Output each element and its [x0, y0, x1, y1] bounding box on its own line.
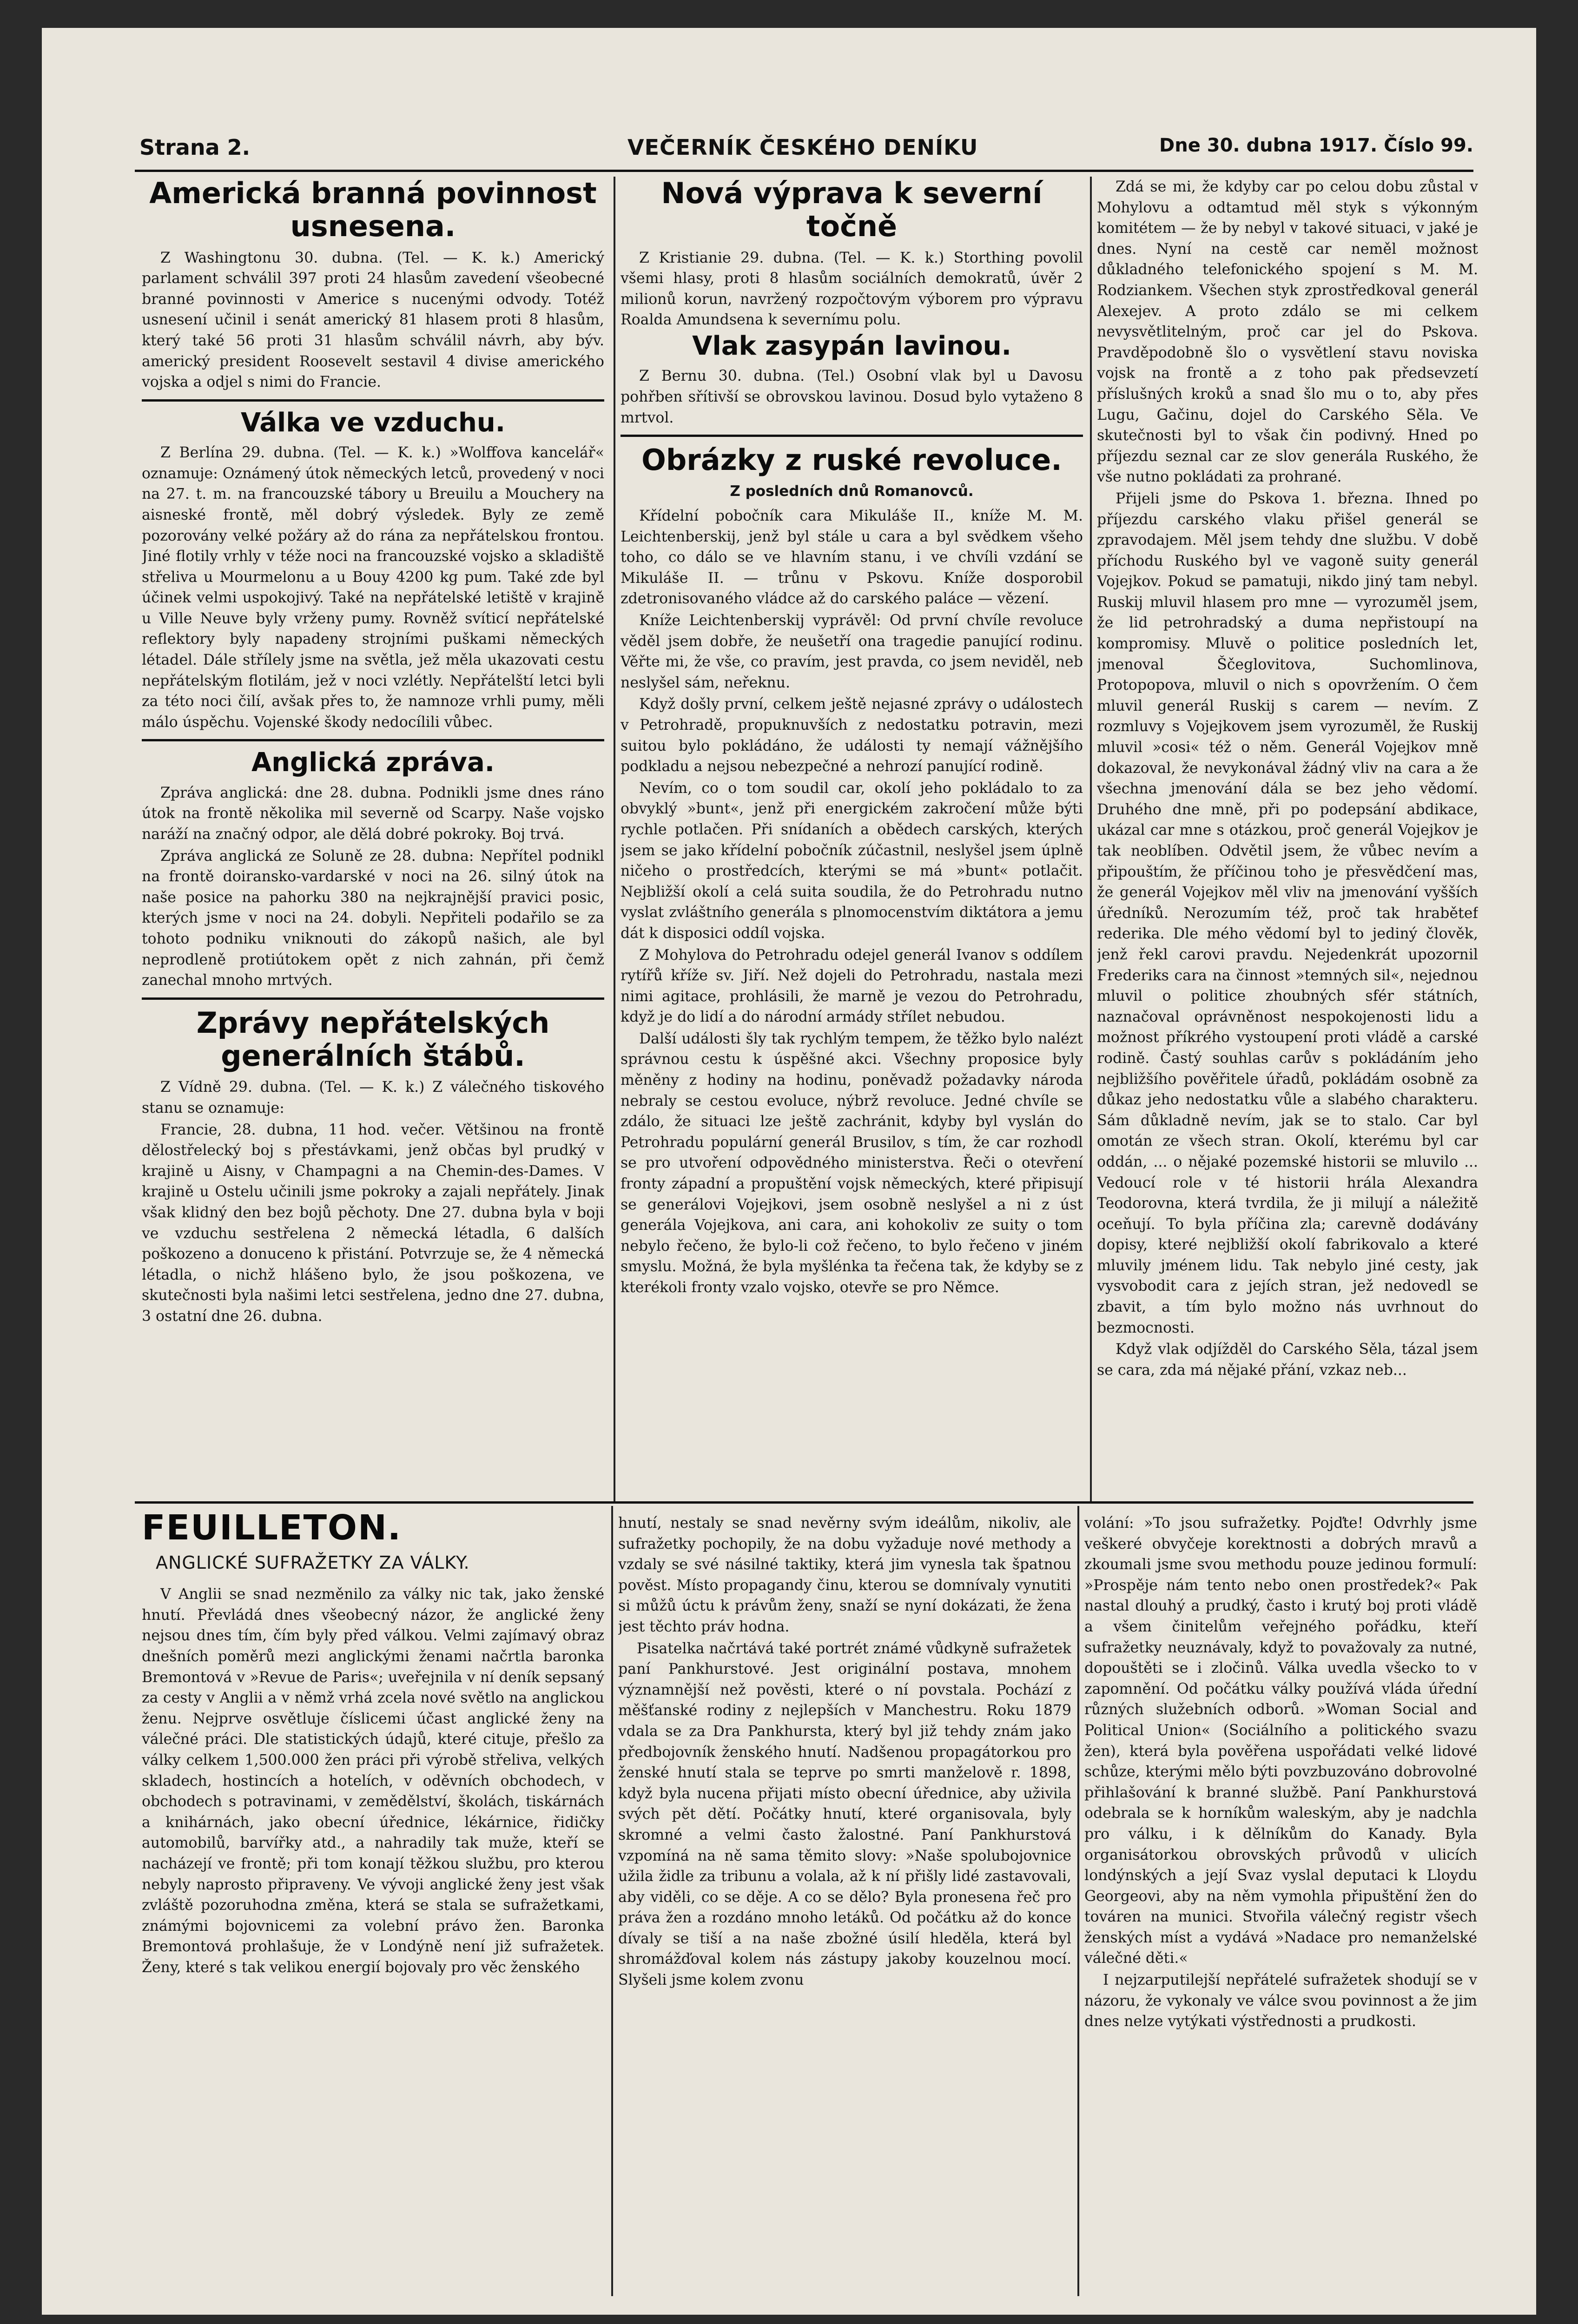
article-paragraph: Z Vídně 29. dubna. (Tel. — K. k.) Z válečného tiskového stanu se oznamuje:: [142, 1079, 604, 1116]
feuilleton-column-3: [1084, 1513, 1477, 2298]
article-paragraph: Kníže Leichtenberskij vyprávěl: Od první chvíle revoluce věděl jsem dobře, že neušetří ona tragedie panující rodinu. Věřte mi, že vše, co pravím, jest pravda, co jsem neviděl, neb neslyšel sám, neřeknu.: [621, 612, 1083, 691]
article-paragraph: Z Mohylova do Petrohradu odejel generál Ivanov s oddílem rytířů kříže sv. Jiří. Než dojeli do Petrohradu, nastala mezi nimi agitace, prohlásili, že marně je vezou do Petrohradu, když je do lidí a do národní armády střílet nebudou.: [621, 946, 1083, 1026]
article-separator: [142, 399, 604, 402]
column-left: [142, 177, 604, 1497]
article-paragraph: Zpráva anglická: dne 28. dubna. Podnikli jsme dnes ráno útok na frontě několika mil severně od Scarpy. Naše vojsko naráží na značný odpor, ale dělá dobré pokroky. Boj trvá.: [142, 784, 604, 843]
article-paragraph: volání: »To jsou sufražetky. Pojďte! Odvrhly jsme veškeré obvyčeje korektnosti a dobrých mravů a zkoumali jsme svou methodu pouze jedinou formulí: »Prospěje nám tento nebo onen prostředek?« Pak nastal dlouhý a prudký, často i krutý boj proti vládě a všem činitelům veřejného pořádku, kteří sufražetky neuznávaly, když to považovaly za nutné, dopouštěti se i zločinů. Válka uvedla všecko to v zapomnění. Od počátku války používá vláda úřední různých služebních odborů. »Woman Social and Political Union« (Sociálního a politického svazu žen), která byla pověřena uspořádati velké lidové schůze, kterými mělo býti povzbuzováno dobrovolné přihlašování k branné službě. Paní Pankhurstová odebrala se k horníkům waleským, aby je nadchla pro válku, i k dělníkům do Kanady. Byla organisátorkou obrovských průvodů v ulicích londýnských a její Svaz vyslal deputaci k Lloydu Georgeovi, aby na něm vymohla připuštění žen do továren na munici. Stvořila válečný registr všech ženských míst a vydává »Nadace pro nemanželské válečné děti.«: [1084, 1515, 1477, 1967]
page-header: [139, 125, 1473, 167]
column-right: [1097, 177, 1478, 1497]
feuilleton-column-2: [618, 1513, 1071, 2298]
column-middle: [621, 177, 1083, 1497]
article-paragraph: Když došly první, celkem ještě nejasné zprávy o událostech v Petrohradě, propuknuvších z nedostatku potravin, mezi suitou bylo pokládáno, že události ty nemají vážnějšího podkladu a nejsou nebezpečné a nehrozí panující rodině.: [621, 696, 1083, 775]
headline-air-war: Válka ve vzduchu.: [240, 407, 506, 438]
article-paragraph: I nejzarputilejší nepřátelé sufražetek shodují se v názoru, že vykonaly ve válce svou povinnost a že jim dnes nelze vytýkati výstřednosti a prudkosti.: [1084, 1972, 1477, 2030]
article-paragraph: Zpráva anglická ze Soluně ze 28. dubna: Nepřítel podnikl na frontě doiransko-vardarské v noci na 26. silný útok na naše posice na pahorku 380 na nejkrajnější pravici posic, kterých jsme v noci na 24. dobyli. Nepřiteli podařilo se za tohoto podniku vniknouti do zákopů našich, ale byl neprodleně protiútokem opět z nich zahnán, při čemž zanechal mnoho mrtvých.: [142, 847, 604, 989]
article-paragraph: V Anglii se snad nezměnilo za války nic tak, jako ženské hnutí. Převládá dnes všeobecný názor, že anglické ženy nejsou dnes tím, čím byly před válkou. Velmi zajímavý obraz dnešních poměrů mezi anglickými ženami načrtla baronka Bremontová v »Revue de Paris«; uveřejnila v ní deník sepsaný za cesty v Anglii a v němž vrhá zcela nové světlo na anglickou ženu. Nejprve osvětluje číslicemi účast anglické ženy na válečné práci. Dle statistických údajů, které cituje, přešlo za války celkem 1,500.000 žen práci při výrobě střeliva, velkých skladech, hostincích a hotelích, v oděvních obchodech, v obchodech s potravinami, v zemědělství, školách, tiskárnách a knihárnách, jako obecní úřednice, lékárnice, řidičky automobilů, barvířky atd., a nahradily tak muže, kteří se nacházejí ve frontě; při tom konají těžkou službu, pro kterou nebyly naprosto připraveny. Ve vývoji anglické ženy jest však zvláště pozoruhodna změna, která se stala se sufražetkami, známými bojovnicemi za volební právo žen. Baronka Bremontová prohlašuje, že v Londýně není již sufražetek. Ženy, které s tak velikou energií bojovaly pro věc ženského: [142, 1586, 604, 1976]
article-separator: [142, 739, 604, 741]
feuilleton-title: ANGLICKÉ SUFRAŽETKY ZA VÁLKY.: [156, 1552, 470, 1573]
headline-english-report: Anglická zpráva.: [251, 747, 495, 778]
feuilleton-heading: FEUILLETON.: [142, 1513, 402, 1548]
article-paragraph: Nevím, co o tom soudil car, okolí jeho pokládalo to za obvyklý »bunt«, jenž při energickém zakročení může býti rychle potlačen. Při snídaních a obědech carských, kterých jsem se jako křídelní pobočník zúčastnil, neslyšel jsem úplně ničeho o prostředcích, kterými se má »bunt« potlačit. Nejbližší okolí a celá suita soudila, že do Petrohradu nutno vyslat zvláštního generála s plnomocenstvím diktátora a jemu dát k disposici oddíl vojska.: [621, 779, 1083, 942]
article-paragraph: Z Washingtonu 30. dubna. (Tel. — K. k.) Americký parlament schválil 397 proti 24 hlasům zavedení všeobecné branné povinnosti v Americe s nucenými odvody. Totéž usnesení učinil i senát americký 81 hlasem proti 8 hlasům, který také 56 proti 31 hlasům schválil návrh, aby býv. americký president Roosevelt sestavil 4 divise amerického vojska a odjel s nimi do Francie.: [142, 249, 604, 391]
article-paragraph: Když vlak odjížděl do Carského Sěla, tázal jsem se cara, zda má nějaké přání, vzkaz neb...: [1097, 1341, 1478, 1379]
article-separator: [621, 435, 1083, 437]
article-paragraph: Křídelní pobočník cara Mikuláše II., kníže M. M. Leichtenberskij, jenž byl stále u cara a byl svědkem všeho toho, co dálo se ve hlavním stanu, i ve chvíli vzdání se Mikuláše II. — trůnu v Pskovu. Kníže dosporobil zdetronisovaného vládce až do carského paláce — vězení.: [621, 508, 1083, 607]
newspaper-page: [42, 28, 1536, 2315]
feuilleton-column-1: [142, 1513, 604, 2298]
feuilleton-divider-2: [1077, 1506, 1079, 2296]
article-paragraph: Zdá se mi, že kdyby car po celou dobu zůstal v Mohylovu a odtamtud měl styk s výkonným komitétem — že by nebyl v takové situaci, v jaké je dnes. Nyní na cestě car neměl možnost důkladného telefonického spojení s M. M. Rodziankem. Všechen styk zprostředkoval generál Alexejev. A proto zdálo se mi celkem nevysvětlitelným, proč car jel do Pskova. Pravděpodobně šlo o vysvětlení stavu noviska vojsk na frontě a z toho pak předsevzetí příslušných kroků a snad šlo mu o to, aby přes Lugu, Gačinu, dojel do Carského Sěla. Ve skutečnosti byl to však čin podivný. Hned po příjezdu seznal car ze slov generála Ruského, že vše nutno pokládati za prohrané.: [1097, 178, 1478, 486]
headline-avalanche: Vlak zasypán lavinou.: [692, 330, 1011, 361]
article-paragraph: hnutí, nestaly se snad nevěrny svým ideálům, nikoliv, ale sufražetky pochopily, že na dobu vyžaduje nové methody a vzdaly se své násilné taktiky, která jim vynesla tak špatnou pověst. Místo propagandy činu, kterou se domnívaly vynutiti si můžů úctu k právům ženy, snaží se nyní dokázati, že žena jest těchto práv hodna.: [618, 1515, 1071, 1635]
issue-date: Dne 30. dubna 1917. Číslo 99.: [1159, 135, 1473, 156]
article-paragraph: Z Kristianie 29. dubna. (Tel. — K. k.) Storthing povolil všemi hlasy, proti 8 hlasům sociálních demokratů, úvěr 2 milionů korun, navržený rozpočtovým výborem pro výpravu Roalda Amundsena k severnímu polu.: [621, 249, 1083, 329]
article-paragraph: Další události šly tak rychlým tempem, že těžko bylo nalézt správnou cestu k úspěšné akci. Všechny proposice byly měněny z hodiny na hodinu, poněvadž požadavky národa nebraly se cestou evoluce, nýbrž revoluce. Jedné chvíle se zdálo, že situaci lze ještě zachránit, kdyby byl vyslán do Petrohradu populární generál Brusilov, s tím, že car rozhodl se pro utvoření odpovědného ministerstva. Řeči o otevření fronty západní a propuštění vojsk německých, které připisují se generálovi Vojejkovi, jsem osobně neslyšel a ni z úst generála Vojejkova, ani cara, ani kohokoliv ze suity o tom nebylo řečeno, že bylo-li což řečeno, to bylo řečeno v jiném smyslu. Možná, že byla myšlénka ta řečena tak, že kdyby se z kterékoli fronty vzalo vojsko, otevře se pro Němce.: [621, 1030, 1083, 1296]
article-paragraph: Francie, 28. dubna, 11 hod. večer. Většinou na frontě dělostřelecký boj s přestávkami, jenž občas byl prudký v krajině u Aisny, v Champagni a na Chemin-des-Dames. V krajině u Ostelu učinili jsme pokroky a zajali nepřátely. Jinak však klidný den bez bojů pěchoty. Dne 27. dubna byla v boji ve vzduchu sestřelena 2 německá létadla, 6 dalších poškozeno a donuceno k přistání. Potvrzuje se, že 4 německá létadla, o nichž hlášeno bylo, že jsou poškozena, ve skutečnosti byla našimi letci sestřelena, jedno dne 27. dubna, 3 ostatní dne 26. dubna.: [142, 1121, 604, 1325]
newspaper-title: VEČERNÍK ČESKÉHO DENÍKU: [627, 135, 978, 160]
subheadline: Z posledních dnů Romanovců.: [730, 483, 974, 500]
article-paragraph: Pisatelka načrtává také portrét známé vůdkyně sufražetek paní Pankhurstové. Jest originální postava, mnohem významnější než pověsti, které o ní povstala. Pochází z měšťanské rodiny z nejlepších v Manchestru. Roku 1879 vdala se za Dra Pankhursta, který byl již tehdy znám jako předbojovník ženského hnutí. Nadšenou propagátorkou pro ženské hnutí stala se teprve po smrti manželově r. 1898, když byla nucena přijati místo obecní úřednice, aby uživila svých pět dětí. Počátky hnutí, které organisovala, byly skromné a velmi často žalostné. Paní Pankhurstová vzpomíná na ně sama těmito slovy: »Naše spolubojovnice užila židle za tribunu a volala, až k ní přišly lidé zastavovali, aby viděli, co se děje. A co se dělo? Byla pronesena řeč pro práva žen a rozdáno mnoho letáků. Od počátku až do konce dívaly se tiší a na naše zbožné úsilí hleděla, která byl shromážďoval kolem nás zástupy jakoby kouzelnou mocí. Slyšeli jsme kolem zvonu: [618, 1640, 1071, 1989]
article-paragraph: Přijeli jsme do Pskova 1. března. Ihned po příjezdu carského vlaku přišel generál se zpravodajem. Měl jsem tehdy dne službu. V době příchodu Ruského byl ve vagoně suity generál Vojejkov. Pokud se pamatuji, nikdo jiný tam nebyl. Ruskij mluvil hlasem pro mne — vyrozuměl jsem, že lid petrohradský a duma nepřistoupí na kompromisy. Mluvě o politice posledních let, jmenoval Ščeglovitova, Suchomlinova, Protopopova, mluvil o nich s opovržením. O čem mluvil generál Ruskij s carem — nevím. Z rozmluvy s Vojejkovem jsem vyrozuměl, že Ruskij mluvil »cosi« též o něm. Generál Vojejkov mně dokazoval, že nevykonával žádný vliv na cara a že všechna jmenování dála se bez jeho vědomí. Druhého dne mně, při po podepsání abdikace, ukázal car mne s otázkou, proč generál Vojejkov je tak neoblíben. Odvětil jsem, že vůbec nevím a připouštím, že příčinou toho je přesvědčení mas, že generál Vojejkov měl vliv na jmenování vyšších úředníků. Nerozumím též, proč tak hrabětef rederika. Dle mého vědomí byl to jediný člověk, jenž řekl carovi pravdu. Nejedenkrát upozornil Frederiks cara na činnost »temných sil«, nejednou mluvil o politice zhoubných sfér státních, naznačoval oprávněnost nespokojenosti lidu a možnost příkrého vystoupení proti vládě a carské rodině. Častý souhlas carův s pokládáním jeho nejbližšího pověřitele úřadů, pokládám osobně za důkaz jeho nedostatku vůle a slabého charakteru. Sám důkladně nevím, jak se to stalo. Car byl omotán ze všech stran. Okolí, kterému byl car oddán, ... o nějaké pozemské historii se mluvilo ... Vedoucí role v té historii hrála Alexandra Teodorovna, která tvrdila, že ji milují a náležitě oceňují. To byla příčina zla; carevně dodávány dopisy, které nejbližší okolí fabrikovalo a které mluvily jménem lidu. Tak nebylo jiné cesty, jak vysvobodit cara z jejích stran, jež nedovedl se zbavit, a tím bylo možno nás uvrhnout do bezmocnosti.: [1097, 490, 1478, 1336]
article-paragraph: Z Bernu 30. dubna. (Tel.) Osobní vlak byl u Davosu pohřben sřítivší se obrovskou lavinou. Dosud bylo vytaženo 8 mrtvol.: [621, 368, 1083, 426]
article-separator: [142, 997, 604, 1000]
column-divider-2: [1090, 177, 1092, 1501]
headline-russian-revolution: Obrázky z ruské revoluce.: [641, 443, 1062, 477]
headline-enemy-staff-reports: Zprávy nepřátelských generálních štábů.: [196, 1005, 550, 1073]
feuilleton-divider-1: [611, 1506, 613, 2296]
header-rule: [135, 170, 1473, 172]
column-divider-1: [614, 177, 615, 1501]
headline-american-conscription: Americká branná povinnost usnesena.: [149, 177, 597, 244]
page-number: Strana 2.: [139, 135, 251, 160]
feuilleton-rule: [135, 1501, 1473, 1504]
article-paragraph: Z Berlína 29. dubna. (Tel. — K. k.) »Wolffova kancelář« oznamuje: Oznámený útok německých letců, provedený v noci na 27. t. m. na francouzské tábory u Breuilu a Mouchery na aisneské frontě, měl dobrý výsledek. Byly ze země pozorovány velké požáry až do rána za nepřátelskou frontou. Jiné flotily vrhly v téže noci na francouzské vojsko a skladiště střeliva u Mourmelonu a u Bouy 4200 kg pum. Také zde byl účinek velmi uspokojivý. Také na nepřátelské letiště v krajině u Ville Neuve byly vrženy pumy. Rovněž svíticí nepřátelské reflektory byly napadeny strojními puškami německých létadel. Dále střílely jsme na světla, jež měla ukazovati cestu nepřátelským flotilám, jež v noci vzlétly. Nepřátelští letci byli za této noci čilí, avšak přes to, že namnoze vrhli pumy, měli málo úspěchu. Vojenské škody nedocílili vůbec.: [142, 444, 604, 731]
headline-north-pole-expedition: Nová výprava k severní točně: [661, 177, 1043, 244]
